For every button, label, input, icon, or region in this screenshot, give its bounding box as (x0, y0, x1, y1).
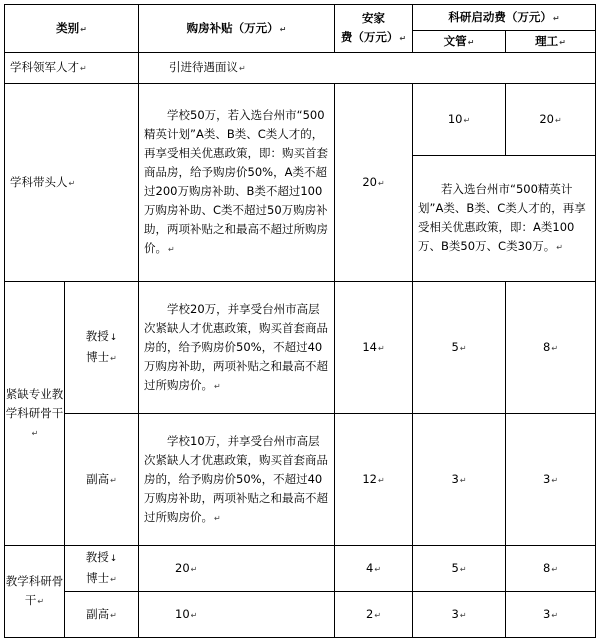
teaching-professor-label: 教授↓ 博士↵ (65, 546, 139, 592)
urgent-professor-settling-fee: 14↵ (335, 282, 413, 414)
urgent-associate-settling-fee: 12↵ (335, 414, 413, 546)
discipline-leader-research-science: 20↵ (506, 84, 596, 156)
teaching-associate-label: 副高↵ (65, 592, 139, 638)
leading-talent-text: 引进待遇面议↵ (139, 53, 596, 84)
teaching-associate-research-science: 3↵ (506, 592, 596, 638)
discipline-leader-housing-text: 学校50万，若入选台州市“500精英计划”A类、B类、C类人才的，再享受相关优惠政策，即：购买首套商品房，给予购房价50%，A类不超过200万购房补助、B类不超过100万购房补助、C类不超过50万购房补助，两项补贴之和最高不超过所购房价。↵ (139, 84, 335, 282)
talent-policy-table (4, 4, 596, 638)
urgent-associate-research-science: 3↵ (506, 414, 596, 546)
urgent-professor-housing-text: 学校20万，并享受台州市高层次紧缺人才优惠政策，购买首套商品房的，给予购房价50%，不超过40万购房补助，两项补贴之和最高不超过所购房价。↵ (139, 282, 335, 414)
header-settling-fee: 安家 费（万元）↵ (335, 5, 413, 53)
urgent-associate-research-liberal: 3↵ (413, 414, 506, 546)
teaching-associate-housing: 10↵ (139, 592, 335, 638)
teaching-professor-settling-fee: 4↵ (335, 546, 413, 592)
urgent-associate-housing-text: 学校10万，并享受台州市高层次紧缺人才优惠政策，购买首套商品房的，给予购房价50%，不超过40万购房补助，两项补贴之和最高不超过所购房价。↵ (139, 414, 335, 546)
urgent-professor-label: 教授↓ 博士↵ (65, 282, 139, 414)
discipline-leader-settling-fee: 20↵ (335, 84, 413, 282)
header-housing-subsidy: 购房补贴（万元）↵ (139, 5, 335, 53)
header-liberal-arts: 文管↵ (413, 31, 506, 53)
header-category: 类别↵ (5, 5, 139, 53)
urgent-backbone-category: 紧缺专业教学科研骨干↵ (5, 282, 65, 546)
header-research-fund: 科研启动费（万元）↵ (413, 5, 596, 31)
teaching-professor-research-liberal: 5↵ (413, 546, 506, 592)
header-science-engineering: 理工↵ (506, 31, 596, 53)
discipline-leader-category: 学科带头人↵ (5, 84, 139, 282)
urgent-professor-research-science: 8↵ (506, 282, 596, 414)
discipline-leader-research-note: 若入选台州市“500精英计划”A类、B类、C类人才的，再享受相关优惠政策，即：A类100万、B类50万、C类30万。↵ (413, 156, 596, 282)
teaching-backbone-category: 教学科研骨干↵ (5, 546, 65, 638)
leading-talent-category: 学科领军人才↵ (5, 53, 139, 84)
urgent-professor-research-liberal: 5↵ (413, 282, 506, 414)
teaching-professor-housing: 20↵ (139, 546, 335, 592)
discipline-leader-research-liberal: 10↵ (413, 84, 506, 156)
teaching-professor-research-science: 8↵ (506, 546, 596, 592)
teaching-associate-research-liberal: 3↵ (413, 592, 506, 638)
urgent-associate-label: 副高↵ (65, 414, 139, 546)
teaching-associate-settling-fee: 2↵ (335, 592, 413, 638)
